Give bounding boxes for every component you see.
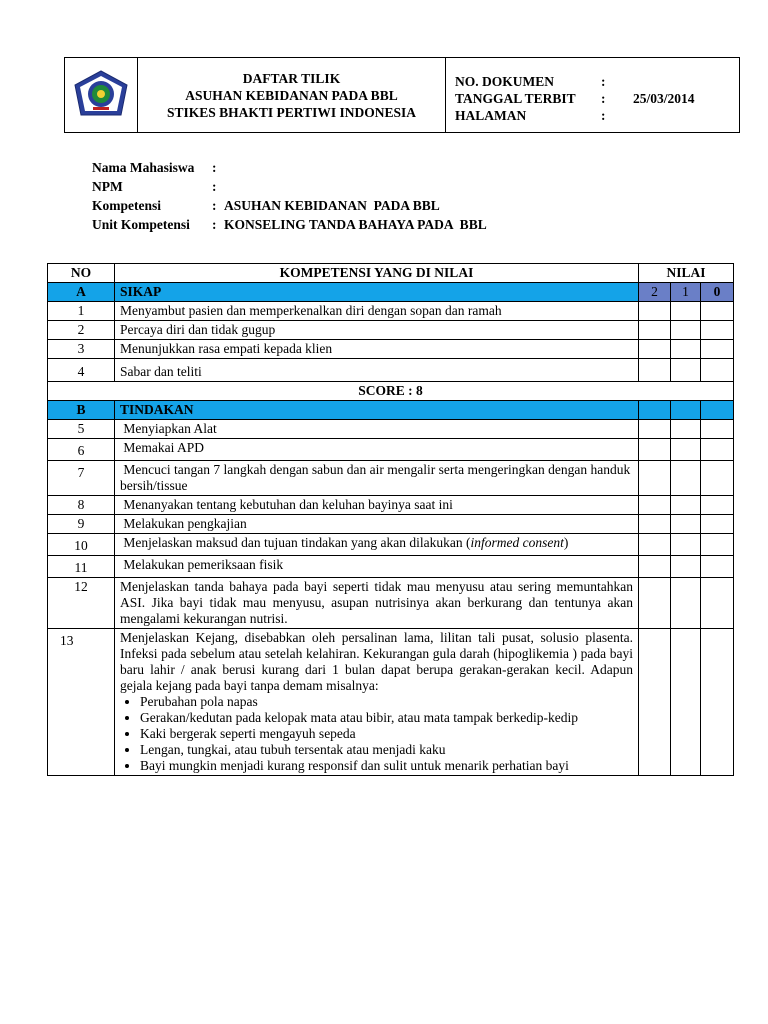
row-no: 9 [48,515,115,534]
doc-page-label: HALAMAN [455,108,527,123]
row-no: 6 [48,439,115,461]
header-title-line: DAFTAR TILIK [242,70,341,86]
row-no: 7 [48,461,115,496]
score-cell[interactable] [701,496,734,515]
score-cell[interactable] [639,321,671,340]
table-row [48,534,734,556]
row-no: 12 [48,578,115,629]
row-competence [115,534,639,556]
score-cell[interactable] [701,340,734,359]
identity-label: Nama Mahasiswa [92,160,195,175]
score-cell[interactable] [701,515,734,534]
section-label: SIKAP [115,283,639,302]
score-cell[interactable] [639,578,671,629]
table-row [48,359,734,382]
colon: : [212,198,217,213]
doc-number-row [455,73,739,90]
colon: : [601,108,606,123]
score-cell[interactable] [671,302,701,321]
row-competence: Menyambut pasien dan memperkenalkan diri dengan sopan dan ramah [115,302,639,321]
identity-row-name [92,158,487,177]
score-cell[interactable] [701,359,734,382]
row-no: 2 [48,321,115,340]
list-item: • Bayi mungkin menjadi kurang responsif dan sulit untuk menarik perhatian bayi [140,758,633,774]
identity-label: NPM [92,179,123,194]
row-no: 10 [48,534,115,556]
row-no: 5 [48,420,115,439]
score-cell[interactable] [639,439,671,461]
header-title-line: STIKES BHAKTI PERTIWI INDONESIA [167,104,416,120]
identity-row-npm [92,177,487,196]
identity-row-competence [92,196,487,215]
row-competence: Sabar dan teliti [115,359,639,382]
score-cell[interactable] [701,534,734,556]
identity-value: ASUHAN KEBIDANAN PADA BBL [224,198,440,213]
score-cell[interactable] [671,321,701,340]
list-item: • Gerakan/kedutan pada kelopak mata atau bibir, atau mata tampak berkedip-kedip [140,710,633,726]
table-row [48,439,734,461]
row-no: 13 [48,629,115,776]
score-cell[interactable] [671,534,701,556]
score-cell[interactable] [639,359,671,382]
table-row [48,340,734,359]
score-cell[interactable] [671,359,701,382]
table-row [48,461,734,496]
row-text: Menjelaskan maksud dan tujuan tindakan yang akan dilakukan ( [120,535,471,550]
score-cell[interactable] [639,496,671,515]
score-cell[interactable] [639,629,671,776]
row-competence: Mencuci tangan 7 langkah dengan sabun dan air mengalir serta mengeringkan dengan handuk bersih/tissue [115,461,639,496]
score-cell[interactable] [671,420,701,439]
doc-number-label: NO. DOKUMEN [455,74,554,89]
section-blank [701,401,734,420]
row-competence: Melakukan pemeriksaan fisik [115,556,639,578]
checklist-table [47,263,734,776]
student-identity [92,158,487,234]
doc-date-value: 25/03/2014 [633,91,695,106]
colon: : [212,160,217,175]
score-cell[interactable] [701,578,734,629]
list-item: • Lengan, tungkai, atau tubuh tersentak atau menjadi kaku [140,742,633,758]
score-cell[interactable] [671,496,701,515]
score-cell[interactable] [671,556,701,578]
score-cell[interactable] [639,302,671,321]
header-competence: KOMPETENSI YANG DI NILAI [115,264,639,283]
doc-page-row [455,107,739,124]
score-cell[interactable] [639,556,671,578]
table-row [48,578,734,629]
score-col-1: 1 [671,283,701,302]
row-text: ) [563,535,569,550]
row-text-italic: informed consent [470,535,564,550]
row-no: 1 [48,302,115,321]
score-col-0: 0 [701,283,734,302]
header-no: NO [48,264,115,283]
row-no: 8 [48,496,115,515]
colon: : [212,179,217,194]
table-row [48,556,734,578]
header-title-line: ASUHAN KEBIDANAN PADA BBL [185,87,398,103]
logo-cell [65,58,138,132]
score-cell[interactable] [639,461,671,496]
score-row [48,382,734,401]
row-competence: Menyiapkan Alat [115,420,639,439]
table-row [48,302,734,321]
identity-value: KONSELING TANDA BAHAYA PADA BBL [224,217,487,232]
row-text: Menjelaskan Kejang, disebabkan oleh persalinan lama, lilitan tali pusat, solusio plasenta. Infeksi pada sebelum atau setelah kelahiran. Kekurangan gula darah (hipoglikemia ) pada bayi baru lahir / anak berusi kurang dari 1 bulan dapat berupa gerakan-gerakan kecil. Adapun gejala kejang pada bayi tanpa demam misalnya: [120,630,633,693]
score-cell[interactable] [639,420,671,439]
identity-row-unit [92,215,487,234]
row-competence: Melakukan pengkajian [115,515,639,534]
row-no: 4 [48,359,115,382]
row-no: 11 [48,556,115,578]
score-col-2: 2 [639,283,671,302]
section-label: TINDAKAN [115,401,639,420]
table-row [48,496,734,515]
institution-logo-icon [71,69,131,121]
score-label: SCORE : 8 [48,382,734,401]
score-cell[interactable] [671,439,701,461]
document-info [446,58,739,132]
colon: : [601,74,606,89]
list-item: • Kaki bergerak seperti mengayuh sepeda [140,726,633,742]
score-cell[interactable] [639,515,671,534]
score-cell[interactable] [671,461,701,496]
identity-label: Unit Kompetensi [92,217,190,232]
row-competence: Menunjukkan rasa empati kepada klien [115,340,639,359]
table-row [48,515,734,534]
score-cell[interactable] [701,321,734,340]
section-no: A [48,283,115,302]
score-cell[interactable] [639,534,671,556]
section-blank [639,401,671,420]
colon: : [212,217,217,232]
table-header-row [48,264,734,283]
symptom-list [120,694,633,774]
header-score: NILAI [639,264,734,283]
score-cell[interactable] [671,629,701,776]
score-cell[interactable] [701,461,734,496]
section-row-a [48,283,734,302]
section-blank [671,401,701,420]
table-row [48,321,734,340]
document-header [64,57,740,133]
table-row [48,629,734,776]
score-cell[interactable] [701,629,734,776]
row-competence: Percaya diri dan tidak gugup [115,321,639,340]
score-cell[interactable] [671,515,701,534]
row-no: 3 [48,340,115,359]
score-cell[interactable] [701,439,734,461]
section-row-b [48,401,734,420]
score-cell[interactable] [671,578,701,629]
colon: : [601,91,606,106]
section-no: B [48,401,115,420]
score-cell[interactable] [701,556,734,578]
doc-date-row [455,90,739,107]
list-item: • Perubahan pola napas [140,694,633,710]
table-row [48,420,734,439]
row-competence: Menjelaskan tanda bahaya pada bayi seperti tidak mau menyusu atau sering memuntahkan ASI. Jika bayi tidak mau menyusu, asupan nutrisinya akan berkurang dan tentunya akan mengalami kekurangan nutrisi. [115,578,639,629]
identity-label: Kompetensi [92,198,161,213]
score-cell[interactable] [639,340,671,359]
row-competence: Menanyakan tentang kebutuhan dan keluhan bayinya saat ini [115,496,639,515]
doc-date-label: TANGGAL TERBIT [455,91,576,106]
row-competence [115,629,639,776]
score-cell[interactable] [701,302,734,321]
score-cell[interactable] [671,340,701,359]
row-competence: Memakai APD [115,439,639,461]
score-cell[interactable] [701,420,734,439]
header-title [138,58,446,132]
